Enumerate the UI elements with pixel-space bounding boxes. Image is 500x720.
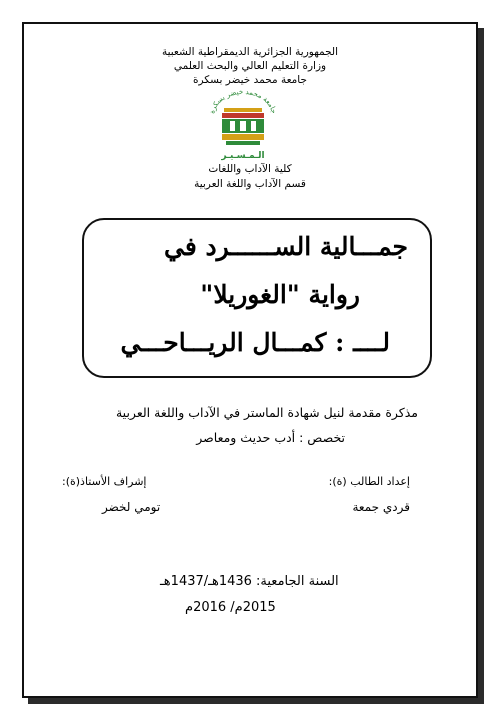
university-heading: جامعة محمد خيضر بسكرة bbox=[193, 74, 307, 86]
supervisor-name: تومي لخضر bbox=[102, 500, 161, 514]
academic-year-gregorian: 2015م/ 2016م bbox=[185, 600, 276, 615]
title-line-1: جمـــالية الســــــرد في bbox=[164, 232, 408, 261]
republic-heading: الجمهورية الجزائرية الديمقراطية الشعبية bbox=[161, 46, 339, 58]
page-shadow-bottom bbox=[28, 698, 484, 704]
student-name: قردي جمعة bbox=[352, 500, 410, 514]
academic-year-hijri: السنة الجامعية: 1436هـ/1437هـ bbox=[160, 574, 339, 589]
title-box bbox=[82, 218, 432, 378]
ministry-heading: وزارة التعليم العالي والبحث العلمي bbox=[173, 60, 327, 72]
faculty-heading: كلية الآداب واللغات bbox=[208, 163, 292, 175]
page-shadow-right bbox=[478, 28, 484, 704]
memo-purpose: مذكرة مقدمة لنيل شهادة الماستر في الآداب واللغة العربية bbox=[115, 405, 418, 420]
department-heading: قسم الآداب واللغة العربية bbox=[194, 178, 306, 190]
logo-arc-text: جامعة محمد خيضر بسكرة bbox=[208, 87, 278, 115]
title-line-2: رواية "الغوريلا" bbox=[200, 280, 360, 309]
university-logo bbox=[208, 86, 278, 164]
memo-specialty: تخصص : أدب حديث ومعاصر bbox=[196, 430, 345, 445]
logo-sub-text: الـمـسـيـر bbox=[221, 151, 265, 161]
student-label: إعداد الطالب (ة): bbox=[328, 475, 410, 488]
supervisor-label: إشراف الأستاذ(ة): bbox=[62, 475, 147, 488]
title-line-3: لــــ : كمـــال الريـــاحـــي bbox=[120, 328, 390, 357]
